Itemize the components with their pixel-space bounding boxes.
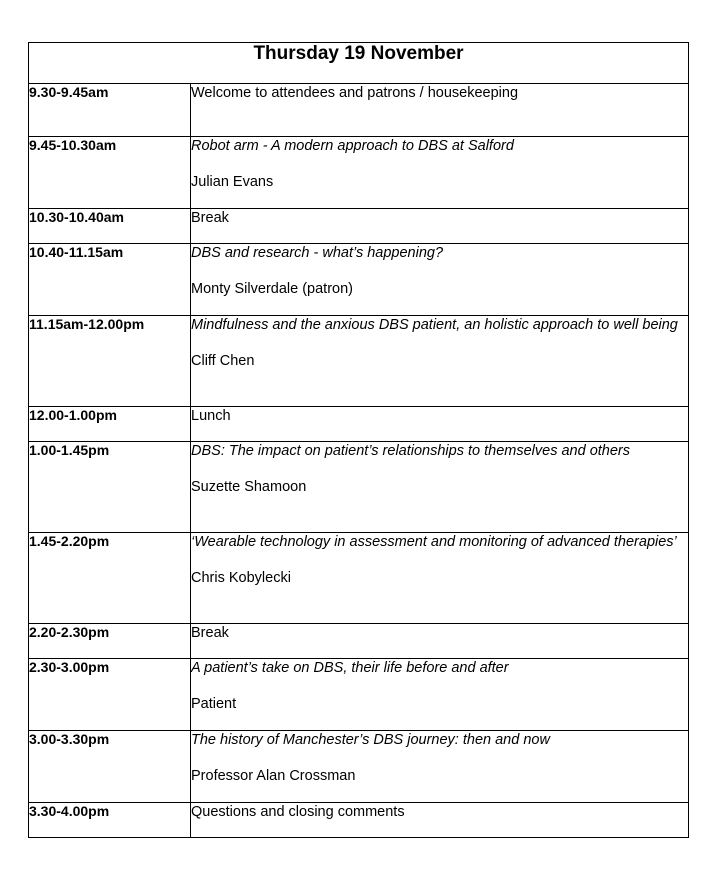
session-description	[191, 533, 689, 624]
session-title: DBS and research - what’s happening?	[191, 245, 444, 261]
session-title: Robot arm - A modern approach to DBS at Salford	[191, 138, 514, 154]
session-description	[191, 442, 689, 533]
session-time: 1.00-1.45pm	[29, 442, 191, 533]
agenda-header-row	[29, 43, 689, 84]
agenda-row	[29, 803, 689, 838]
session-time: 9.45-10.30am	[29, 137, 191, 209]
session-time: 2.30-3.00pm	[29, 659, 191, 731]
session-speaker: Professor Alan Crossman	[191, 768, 356, 784]
session-time: 10.40-11.15am	[29, 244, 191, 316]
session-speaker: Monty Silverdale (patron)	[191, 281, 353, 297]
session-speaker: Suzette Shamoon	[191, 479, 307, 495]
session-description	[191, 731, 689, 803]
session-description	[191, 137, 689, 209]
session-title: DBS: The impact on patient’s relationships to themselves and others	[191, 443, 630, 459]
session-title: Break	[191, 210, 229, 226]
session-speaker: Cliff Chen	[191, 353, 255, 369]
session-time: 1.45-2.20pm	[29, 533, 191, 624]
session-speaker: Julian Evans	[191, 174, 274, 190]
session-time: 3.30-4.00pm	[29, 803, 191, 838]
session-title: The history of Manchester’s DBS journey: then and now	[191, 732, 550, 748]
agenda-row	[29, 84, 689, 137]
session-title: Break	[191, 625, 229, 641]
session-time: 11.15am-12.00pm	[29, 316, 191, 407]
session-title: ‘Wearable technology in assessment and monitoring of advanced therapies’	[191, 534, 677, 550]
session-description	[191, 659, 689, 731]
agenda-row	[29, 137, 689, 209]
session-description	[191, 209, 689, 244]
session-time: 10.30-10.40am	[29, 209, 191, 244]
agenda-body	[29, 84, 689, 838]
day-title: Thursday 19 November	[29, 43, 689, 84]
session-speaker: Chris Kobylecki	[191, 570, 291, 586]
agenda-row	[29, 407, 689, 442]
session-description	[191, 624, 689, 659]
agenda-row	[29, 442, 689, 533]
session-time: 12.00-1.00pm	[29, 407, 191, 442]
session-description	[191, 803, 689, 838]
session-description	[191, 84, 689, 137]
session-speaker: Patient	[191, 696, 237, 712]
agenda-table	[28, 42, 689, 838]
session-description	[191, 407, 689, 442]
session-description	[191, 244, 689, 316]
agenda-row	[29, 533, 689, 624]
agenda-row	[29, 244, 689, 316]
agenda-row	[29, 624, 689, 659]
session-description	[191, 316, 689, 407]
agenda-row	[29, 659, 689, 731]
agenda-row	[29, 731, 689, 803]
session-title: Mindfulness and the anxious DBS patient, an holistic approach to well being	[191, 317, 678, 333]
agenda-row	[29, 209, 689, 244]
session-title: Welcome to attendees and patrons / housekeeping	[191, 85, 519, 101]
session-time: 2.20-2.30pm	[29, 624, 191, 659]
session-title: A patient’s take on DBS, their life before and after	[191, 660, 509, 676]
session-title: Questions and closing comments	[191, 804, 405, 820]
session-time: 3.00-3.30pm	[29, 731, 191, 803]
agenda-row	[29, 316, 689, 407]
session-title: Lunch	[191, 408, 231, 424]
session-time: 9.30-9.45am	[29, 84, 191, 137]
